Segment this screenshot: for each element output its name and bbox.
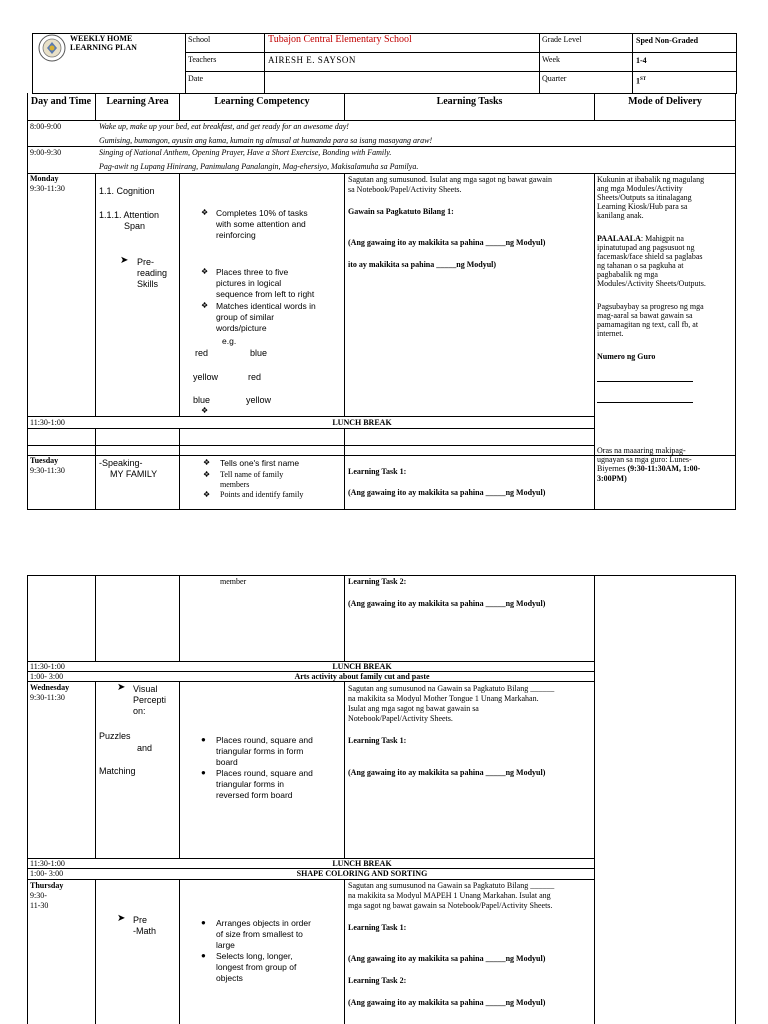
wednesday-task-6: (Ang gawaing ito ay makikita sa pahina _____ng Modyul): [348, 768, 546, 777]
thursday-task-2: na makikita sa Modyul MAPEH 1 Unang Markahan. Isulat ang: [348, 891, 551, 900]
monday-comp-2b: pictures in logical: [216, 278, 282, 288]
delivery-line-2: ang mga Modules/Activity: [597, 184, 683, 193]
wednesday-task-1: Sagutan ang sumusunod na Gawain sa Pagkatuto Bilang ______: [348, 684, 555, 693]
word-blue-1: blue: [250, 348, 268, 358]
monday-comp-1c: reinforcing: [216, 230, 256, 240]
afternoon-time-2: 1:00- 3:00: [30, 869, 64, 878]
wednesday-afternoon: SHAPE COLORING AND SORTING: [296, 869, 428, 878]
bullet-dot-icon: ●: [201, 951, 206, 960]
wednesday-task-4: Notebook/Papel/Activity Sheets.: [348, 714, 453, 723]
thursday-day: Thursday: [30, 881, 64, 890]
monday-area-3a: Pre-: [137, 257, 155, 267]
wednesday-task-5: Learning Task 1:: [348, 736, 407, 745]
wednesday-comp-1a: Places round, square and: [216, 735, 313, 745]
diamond-bullet-icon: ❖: [203, 458, 211, 467]
delivery-line-11: Modules/Activity Sheets/Outputs.: [597, 279, 706, 288]
monday-day: Monday: [30, 174, 59, 183]
delivery-line-4: Learning Kiosk/Hub para sa: [597, 202, 688, 211]
wednesday-comp-2a: Places round, square and: [216, 768, 313, 778]
thursday-task-5: (Ang gawaing ito ay makikita sa pahina _____ng Modyul): [348, 954, 546, 963]
arrow-bullet-icon: ➤: [117, 682, 126, 693]
word-blue-2: blue: [193, 395, 211, 405]
thursday-comp-1b: of size from smallest to: [216, 929, 303, 939]
word-red-1: red: [195, 348, 209, 358]
monday-comp-2c: sequence from left to right: [216, 289, 315, 299]
week-label: Week: [542, 55, 561, 64]
tuesday-task-2: (Ang gawaing ito ay makikita sa pahina _____ng Modyul): [348, 488, 546, 497]
wednesday-task-3: Isulat ang mga sagot ng bawat gawain sa: [348, 704, 479, 713]
thursday-area-2: -Math: [133, 926, 157, 936]
tuesday-afternoon: Arts activity about family cut and paste: [294, 672, 430, 681]
school-label: School: [188, 35, 211, 44]
monday-area-2a: 1.1.1. Attention: [99, 210, 160, 220]
tuesday-comp-2a: Tell name of family: [220, 470, 284, 479]
wednesday-area-2: Puzzles: [99, 731, 131, 741]
column-header-learning-tasks: Learning Tasks: [436, 96, 503, 107]
monday-area-3b: reading: [137, 268, 168, 278]
delivery-line-12: Pagsubaybay sa progreso ng mga: [597, 302, 704, 311]
delivery-line-5: kanilang anak.: [597, 211, 644, 220]
bullet-dot-icon: ●: [201, 735, 206, 744]
word-yellow-1: yellow: [193, 372, 219, 382]
thursday-task-4: Learning Task 1:: [348, 923, 407, 932]
wednesday-area-3: and: [137, 743, 153, 753]
wednesday-comp-2c: reversed form board: [216, 790, 293, 800]
thursday-task-6: Learning Task 2:: [348, 976, 407, 985]
week-value: 1-4: [636, 56, 647, 65]
word-yellow-2: yellow: [246, 395, 272, 405]
lunch-break-2: LUNCH BREAK: [332, 662, 392, 671]
morning-time-2: 9:00-9:30: [30, 148, 62, 157]
morning-line-1: Wake up, make up your bed, eat breakfast, and get ready for an awesome day!: [99, 122, 349, 131]
wednesday-comp-1b: triangular forms in form: [216, 746, 304, 756]
monday-task-4: (Ang gawaing ito ay makikita sa pahina _____ng Modyul): [348, 238, 546, 247]
teachers-label: Teachers: [188, 55, 217, 64]
column-header-day-time: Day and Time: [30, 96, 92, 107]
grade-level-label: Grade Level: [542, 35, 582, 44]
thursday-comp-1a: Arranges objects in order: [216, 918, 311, 928]
morning-time-1: 8:00-9:00: [30, 122, 62, 131]
tuesday-area-2: MY FAMILY: [110, 469, 158, 479]
delivery-line-14: pamamagitan ng text, call fb, at: [597, 320, 699, 329]
morning-line-4: Pag-awit ng Lupang Hinirang, Panimulang Panalangin, Mag-ehersiyo, Makisalamuha sa Pamilya.: [99, 162, 419, 171]
lunch-time-2: 11:30-1:00: [30, 662, 65, 671]
tuesday-comp-1: Tells one's first name: [220, 458, 300, 468]
delivery-line-7: ipinatutupad ang pagsusuot ng: [597, 243, 695, 252]
delivery-line-18: ugnayan sa mga guro: Lunes-: [597, 455, 692, 464]
tuesday-day: Tuesday: [30, 456, 59, 465]
delivery-line-8: facemask/face shield sa paglabas: [597, 252, 703, 261]
wednesday-area-1c: on:: [133, 706, 146, 716]
wednesday-comp-2b: triangular forms in: [216, 779, 285, 789]
wednesday-comp-1c: board: [216, 757, 238, 767]
lunch-time-1: 11:30-1:00: [30, 418, 65, 427]
tuesday-task-1: Learning Task 1:: [348, 467, 407, 476]
tuesday-comp-2b: members: [220, 480, 250, 489]
delivery-teacher-number: Numero ng Guro: [597, 352, 656, 361]
school-value: Tubajon Central Elementary School: [268, 34, 412, 45]
monday-time: 9:30-11:30: [30, 184, 65, 193]
thursday-comp-2a: Selects long, longer,: [216, 951, 293, 961]
tuesday-task-4: (Ang gawaing ito ay makikita sa pahina _____ng Modyul): [348, 599, 546, 608]
diamond-bullet-icon: ❖: [201, 301, 209, 310]
thursday-comp-2b: longest from group of: [216, 962, 297, 972]
plan-title-line2: LEARNING PLAN: [70, 43, 137, 52]
monday-comp-2a: Places three to five: [216, 267, 289, 277]
diamond-bullet-icon: ❖: [203, 470, 211, 479]
wednesday-area-1b: Percepti: [133, 695, 167, 705]
teachers-value: AIRESH E. SAYSON: [268, 55, 356, 65]
monday-comp-1a: Completes 10% of tasks: [216, 208, 308, 218]
afternoon-time-1: 1:00- 3:00: [30, 672, 64, 681]
tuesday-task-3: Learning Task 2:: [348, 577, 407, 586]
column-header-learning-area: Learning Area: [106, 96, 169, 107]
wednesday-area-1a: Visual: [133, 684, 158, 694]
tuesday-area-1: -Speaking-: [99, 458, 143, 468]
thursday-comp-1c: large: [216, 940, 235, 950]
grade-level-value: Sped Non-Graded: [636, 36, 699, 45]
wednesday-time: 9:30-11:30: [30, 693, 65, 702]
quarter-value: 1ST: [636, 76, 647, 86]
thursday-area-1: Pre: [133, 915, 148, 925]
date-label: Date: [188, 74, 204, 83]
wednesday-task-2: na makikita sa Modyul Mother Tongue 1 Unang Markahan.: [348, 694, 539, 703]
diamond-bullet-icon: ❖: [201, 267, 209, 276]
diamond-bullet-icon: ❖: [203, 490, 211, 499]
monday-task-1: Sagutan ang sumusunod. Isulat ang mga sagot ng bawat gawain: [348, 175, 552, 184]
thursday-task-7: (Ang gawaing ito ay makikita sa pahina _____ng Modyul): [348, 998, 546, 1007]
diamond-bullet-icon: ❖: [201, 406, 209, 415]
delivery-line-9: ng tahanan o sa pagkuha at: [597, 261, 684, 270]
bullet-dot-icon: ●: [201, 768, 206, 777]
thursday-task-1: Sagutan ang sumusunod na Gawain sa Pagkatuto Bilang ______: [348, 881, 555, 890]
delivery-line-17: Oras na maaaring makipag-: [597, 446, 686, 455]
wednesday-area-4: Matching: [99, 766, 136, 776]
delivery-line-20: 3:00PM): [597, 474, 627, 483]
monday-task-5: ito ay makikita sa pahina _____ng Modyul): [348, 260, 497, 269]
monday-comp-3a: Matches identical words in: [216, 301, 316, 311]
delivery-line-6: PAALAALA: Mahigpit na: [597, 234, 684, 243]
monday-area-1: 1.1. Cognition: [99, 186, 155, 196]
arrow-bullet-icon: ➤: [120, 255, 129, 266]
monday-task-2: sa Notebook/Papel/Activity Sheets.: [348, 185, 462, 194]
thursday-comp-2c: objects: [216, 973, 243, 983]
lunch-time-3: 11:30-1:00: [30, 859, 65, 868]
monday-area-3c: Skills: [137, 279, 159, 289]
tuesday-comp-3: Points and identify family: [220, 490, 304, 499]
tuesday-time: 9:30-11:30: [30, 466, 65, 475]
word-red-2: red: [248, 372, 262, 382]
delivery-line-19: Biyernes (9:30-11:30AM, 1:00-: [597, 464, 701, 473]
monday-comp-1b: with some attention and: [216, 219, 306, 229]
morning-line-2: Gumising, bumangon, ayusin ang kama, kumain ng almusal at humanda para sa isang masayang araw!: [99, 136, 433, 145]
delivery-line-15: internet.: [597, 329, 624, 338]
thursday-task-3: mga sagot ng bawat gawain sa Notebook/Papel/Activity Sheets.: [348, 901, 553, 910]
diamond-bullet-icon: ❖: [201, 208, 209, 217]
monday-task-3: Gawain sa Pagkatuto Bilang 1:: [348, 207, 454, 216]
lunch-break-1: LUNCH BREAK: [332, 418, 392, 427]
thursday-time-2: 11-30: [30, 901, 49, 910]
wednesday-day: Wednesday: [30, 683, 70, 692]
quarter-label: Quarter: [542, 74, 567, 83]
monday-comp-3b: group of similar: [216, 312, 275, 322]
delivery-line-1: Kukunin at ibabalik ng magulang: [597, 175, 705, 184]
plan-title-line1: WEEKLY HOME: [70, 34, 133, 43]
morning-line-3: Singing of National Anthem, Opening Prayer, Have a Short Exercise, Bonding with Family.: [99, 148, 392, 157]
column-header-learning-competency: Learning Competency: [214, 96, 310, 107]
delivery-line-10: pagbabalik ng mga: [597, 270, 658, 279]
bullet-dot-icon: ●: [201, 918, 206, 927]
delivery-line-13: mag-aaral sa bawat gawain sa: [597, 311, 693, 320]
monday-eg: e.g.: [222, 336, 237, 346]
thursday-time-1: 9:30-: [30, 891, 47, 900]
monday-comp-3c: words/picture: [216, 323, 267, 333]
column-header-mode-of-delivery: Mode of Delivery: [628, 96, 702, 107]
arrow-bullet-icon: ➤: [117, 913, 126, 924]
delivery-line-3: Sheets/Outputs sa itinalagang: [597, 193, 692, 202]
lunch-break-3: LUNCH BREAK: [332, 859, 392, 868]
tuesday-comp-3b: member: [220, 577, 247, 586]
monday-area-2b: Span: [124, 221, 146, 231]
